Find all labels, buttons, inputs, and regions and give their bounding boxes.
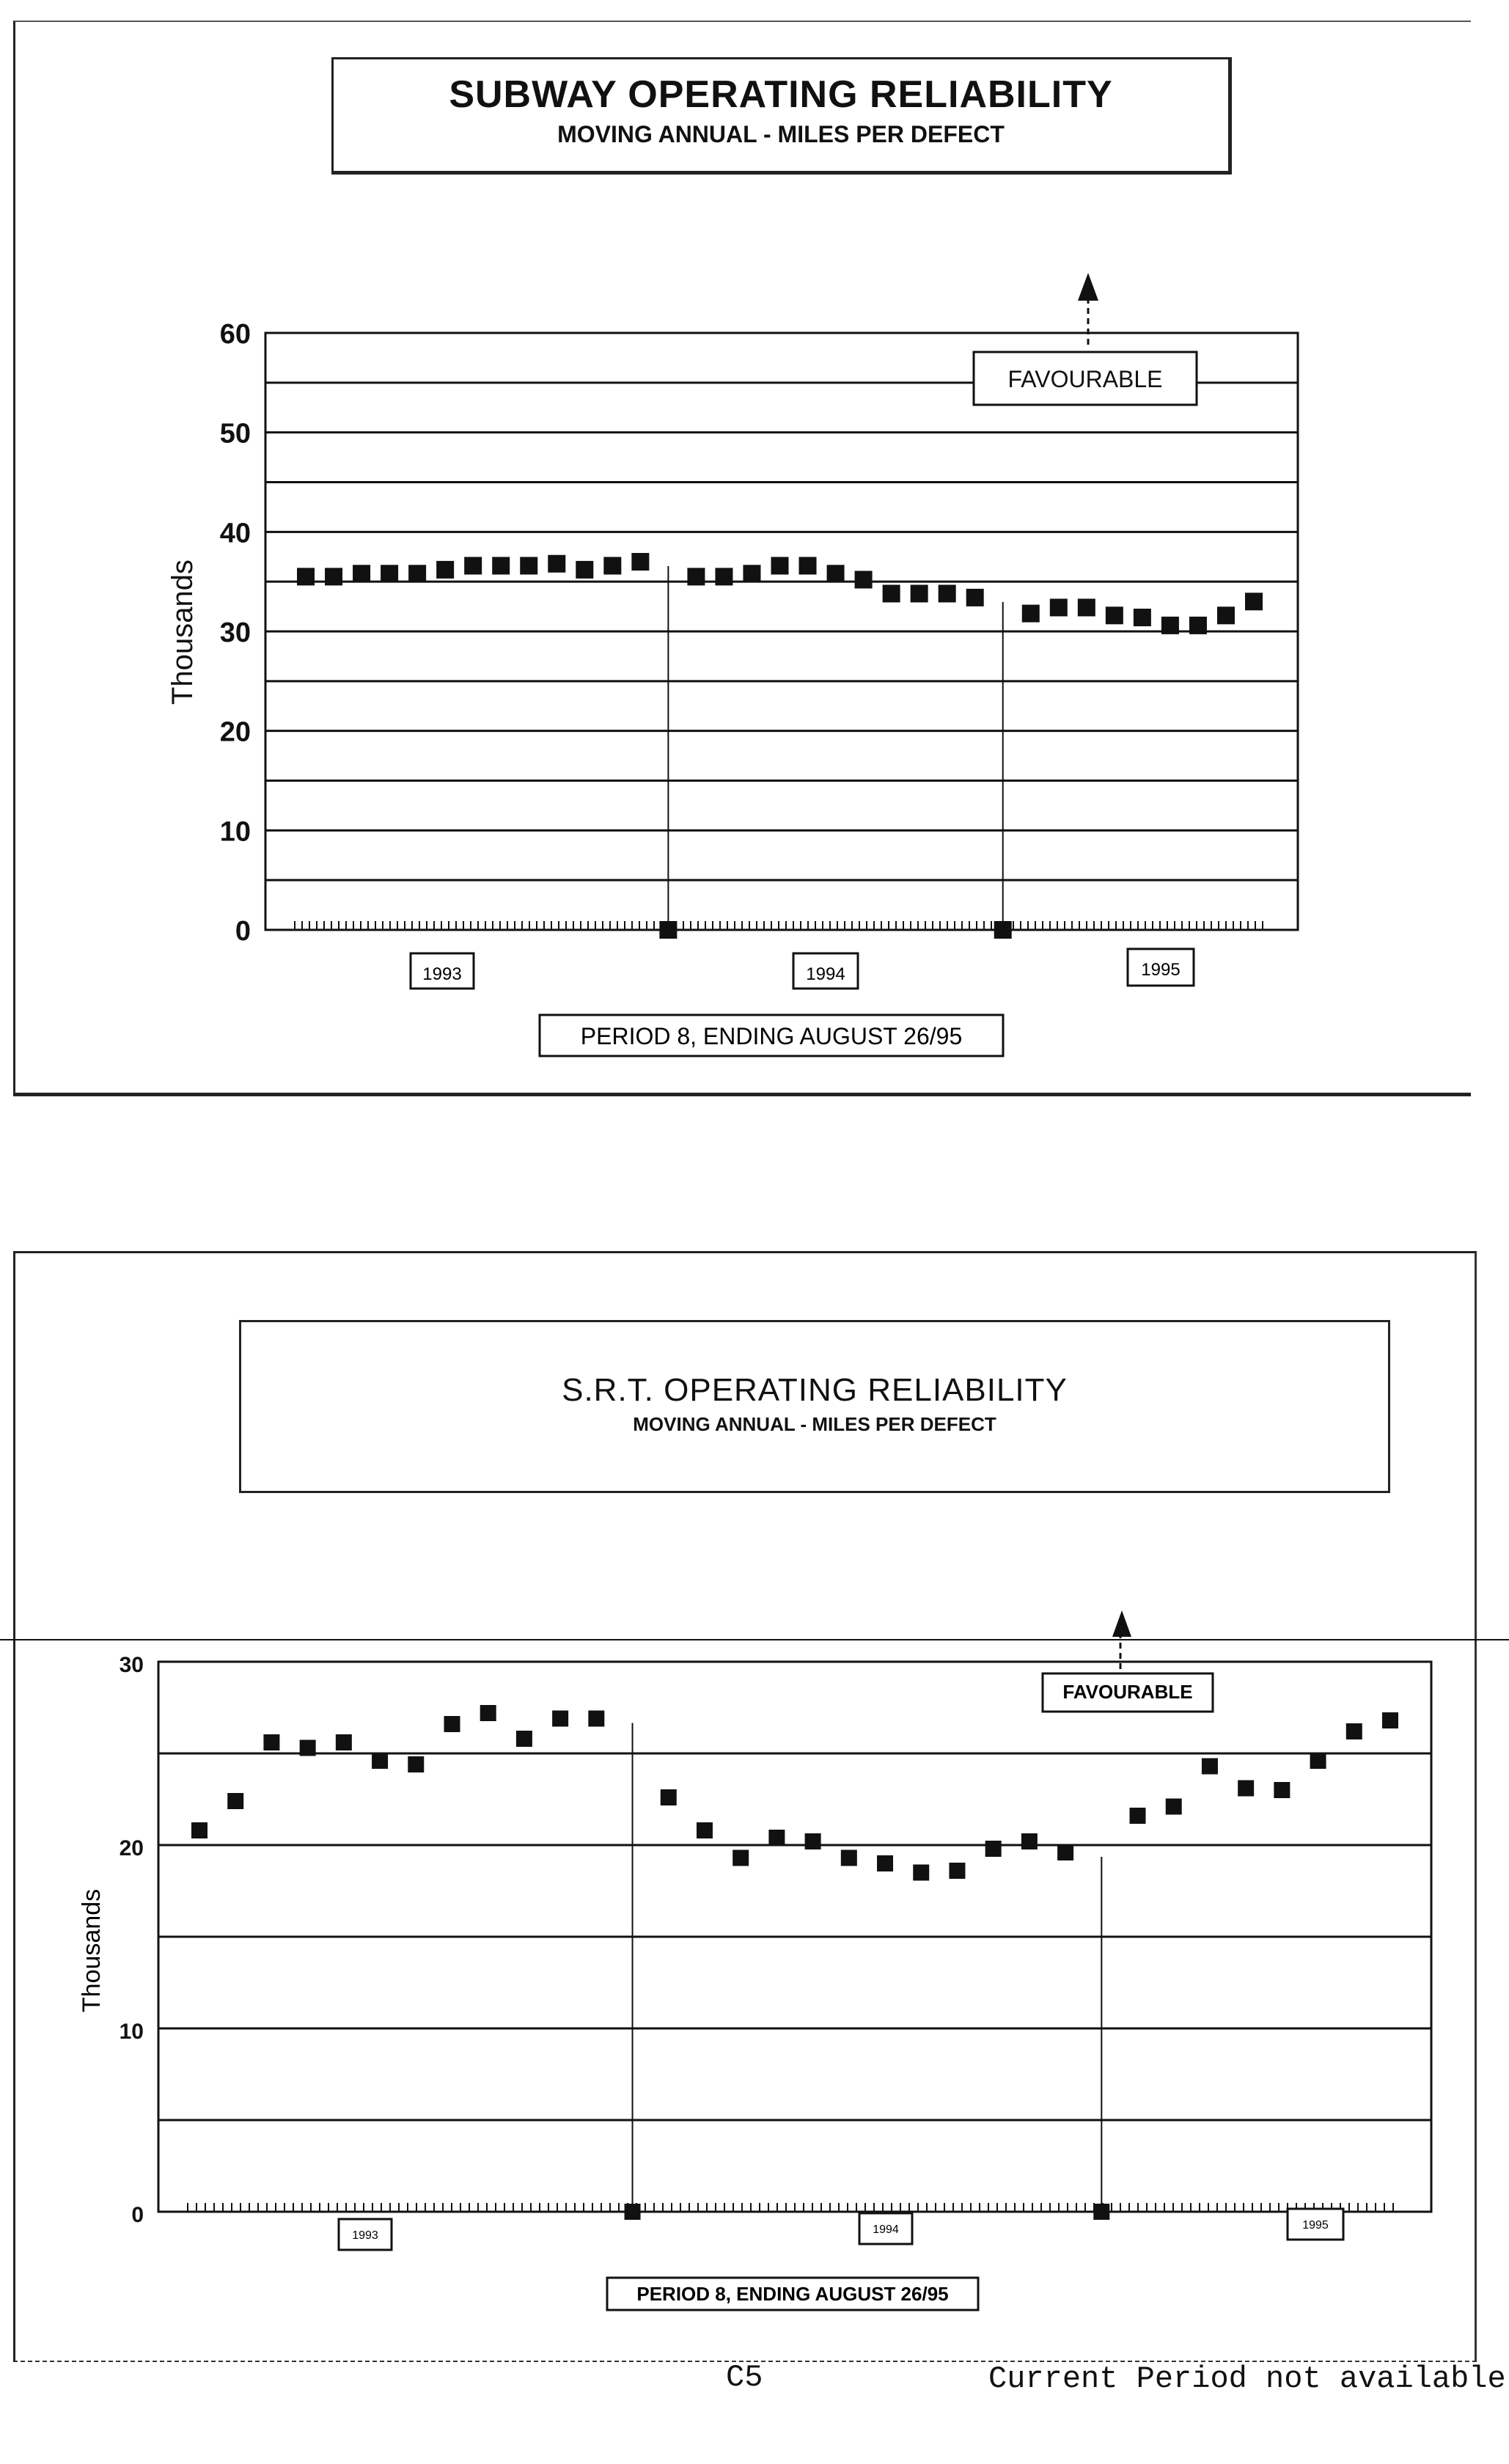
chart-1-y-tick-label: 10: [219, 816, 251, 848]
chart-2-data-point: [480, 1705, 496, 1721]
chart-2-data-point: [1093, 2204, 1109, 2220]
subway-chart-subtitle: MOVING ANNUAL - MILES PER DEFECT: [557, 121, 1005, 147]
chart-2-data-point: [1021, 1833, 1038, 1849]
chart-2-data-point: [227, 1793, 243, 1809]
chart-2-data-point: [444, 1716, 460, 1732]
chart-1-y-tick-label: 40: [219, 518, 251, 549]
chart-2-data-point: [625, 2204, 641, 2220]
chart-2-data-point: [913, 1865, 929, 1881]
year-label-1995: 1995: [1141, 960, 1181, 980]
chart-1-y-tick-label: 50: [219, 418, 251, 450]
srt-year-label-1994: 1994: [873, 2223, 899, 2236]
chart-2-data-point: [1166, 1799, 1182, 1815]
footer-note: Current Period not available: [988, 2361, 1506, 2397]
chart-2-data-point: [1382, 1712, 1398, 1728]
year-label-1993: 1993: [422, 964, 462, 984]
chart-2-data-point: [336, 1734, 352, 1750]
chart-2-data-point: [697, 1822, 713, 1838]
chart-2-data-point: [1274, 1782, 1290, 1798]
chart-2-data-point: [1238, 1781, 1254, 1797]
chart-2-data-point: [588, 1711, 604, 1727]
chart-2-data-point: [1202, 1759, 1218, 1775]
chart-2-y-tick-label: 10: [119, 2020, 144, 2044]
chart-2-data-point: [1310, 1753, 1326, 1769]
chart-2-data-point: [985, 1841, 1002, 1857]
page-code: C5: [726, 2360, 763, 2395]
period-label: PERIOD 8, ENDING AUGUST 26/95: [580, 1023, 963, 1049]
chart-2-data-point: [768, 1830, 785, 1846]
chart-1-y-tick-label: 60: [219, 319, 251, 350]
chart-1-y-tick-label: 30: [219, 617, 251, 648]
chart-2-data-point: [661, 1789, 677, 1805]
srt-y-axis-label: Thousands: [78, 1888, 106, 2013]
chart-2-y-tick-label: 20: [119, 1836, 144, 1860]
srt-period-label: PERIOD 8, ENDING AUGUST 26/95: [636, 2283, 949, 2305]
chart-2-data-point: [263, 1734, 279, 1750]
srt-year-label-1995: 1995: [1302, 2219, 1329, 2232]
chart-2-data-point: [1130, 1808, 1146, 1824]
chart-2-data-point: [949, 1863, 965, 1879]
chart-2-data-point: [1346, 1723, 1362, 1739]
srt-year-label-1993: 1993: [352, 2229, 378, 2242]
chart-2-data-point: [552, 1711, 568, 1727]
chart-2-data-point: [877, 1855, 893, 1871]
chart-2-data-point: [733, 1850, 749, 1866]
chart-2-data-point: [191, 1822, 208, 1838]
srt-favourable-label: FAVOURABLE: [1062, 1681, 1193, 1703]
srt-favourable-arrow-icon: [1112, 1610, 1131, 1637]
chart-2-data-point: [372, 1753, 388, 1769]
chart-2-data-point: [841, 1850, 857, 1866]
chart-2-y-tick-label: 30: [119, 1653, 144, 1677]
chart-2-data-point: [805, 1833, 821, 1849]
chart-2-y-tick-label: 0: [131, 2203, 144, 2227]
chart-1-y-tick-label: 0: [235, 916, 251, 947]
subway-chart-title: SUBWAY OPERATING RELIABILITY: [449, 73, 1113, 116]
chart-2-data-point: [408, 1756, 424, 1772]
chart-2-data-point: [1057, 1844, 1073, 1860]
srt-chart-subtitle: MOVING ANNUAL - MILES PER DEFECT: [633, 1413, 996, 1435]
srt-chart-title: S.R.T. OPERATING RELIABILITY: [562, 1372, 1068, 1408]
chart-2-data-point: [300, 1740, 316, 1756]
favourable-label: FAVOURABLE: [1007, 366, 1163, 392]
chart-1-y-tick-label: 20: [219, 716, 251, 748]
chart-2-data-point: [516, 1731, 532, 1747]
year-label-1994: 1994: [806, 964, 845, 984]
subway-y-axis-label: Thousands: [166, 560, 199, 705]
